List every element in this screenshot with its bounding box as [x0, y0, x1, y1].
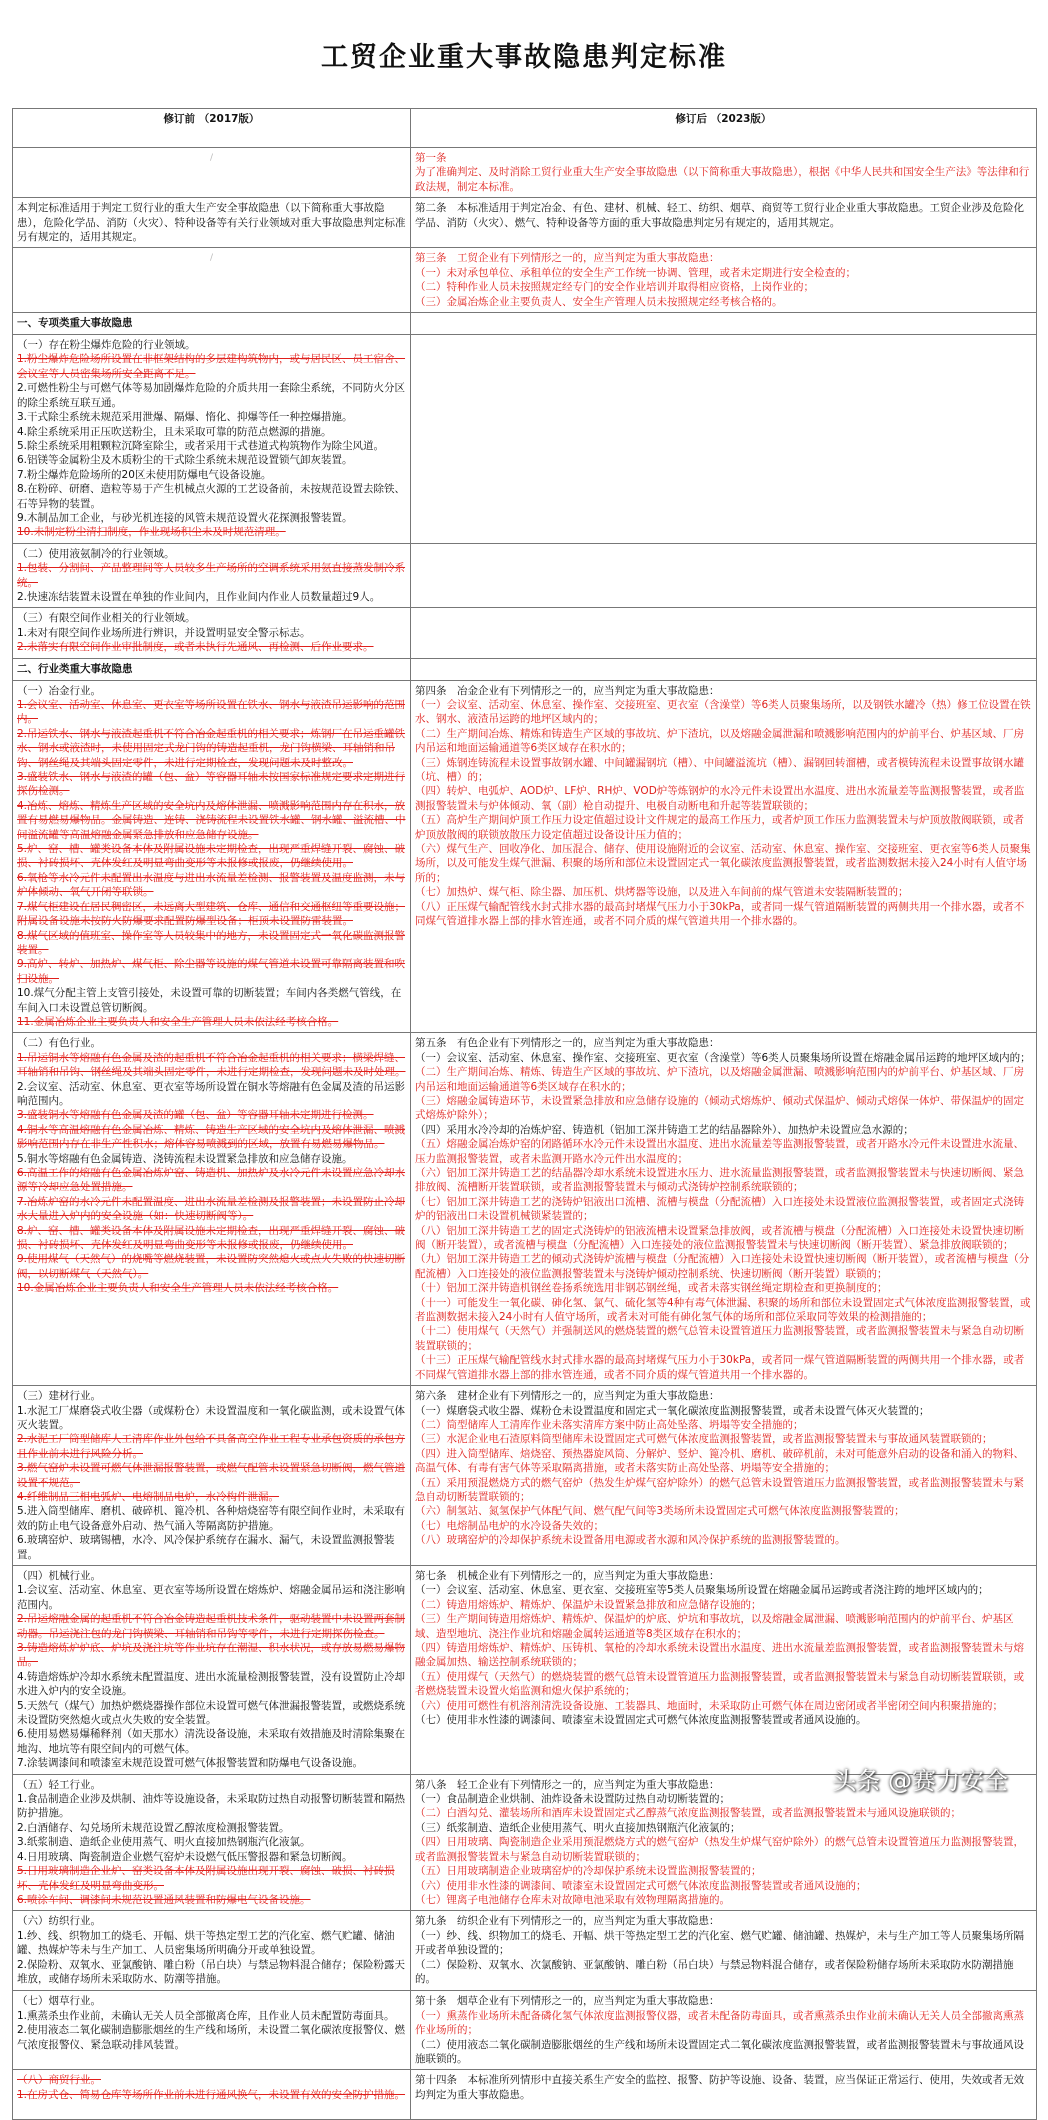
table-row — [13, 1991, 1037, 2070]
clause-line: （六）使用非水性漆的调漆间、喷漆室未设置固定式可燃气体浓度监测报警装置或者通风设施的； — [415, 1879, 867, 1892]
clause-line: 第一条 — [415, 152, 447, 164]
clause-line: 2.保险粉、双氧水、亚氯酸钠、雕白粉（吊白块）与禁忌物料混合储存；保险粉露天堆放，或储存场所未采取防水、防潮等措施。 — [17, 1958, 406, 1985]
table-row — [13, 1033, 1037, 1386]
clause-line: （一）会议室、活动室、休息室、更衣室、交接班室等5类人员聚集场所设置在熔融金属吊运跨或者浇注跨的地坪区域内的； — [415, 1584, 989, 1597]
clause-line: 6.氧枪等水冷元件未配置出水温度与进出水流量差检测、报警装置及温度监测，未与炉体倾动、氧气开闭等联锁。 — [17, 871, 406, 899]
section-heading: 一、专项类重大事故隐患 — [17, 317, 133, 330]
clause-line: 9.木制品加工企业，与砂光机连接的风管未规范设置火花探测报警装置。 — [17, 511, 353, 524]
clause-line: （二）铸造用熔炼炉、精炼炉、保温炉未设置紧急排放和应急储存设施的； — [415, 1598, 762, 1611]
table-row — [13, 2070, 1037, 2120]
clause-line: （三）有限空间作业相关的行业领域。 — [17, 612, 196, 625]
clause-line: 5.除尘系统采用粗颗粒沉降室除尘，或者采用干式巷道式构筑物作为除尘风道。 — [17, 439, 385, 452]
cell-before — [13, 658, 411, 680]
clause-line: （五）日用玻璃制造企业玻璃窑炉的冷却保护系统未设置监测报警装置的； — [415, 1865, 762, 1878]
clause-line: 11.金属冶炼企业主要负责人和安全生产管理人员未依法经考核合格。 — [17, 1015, 339, 1028]
watermark: 头条 @赛力安全 — [832, 1767, 1008, 1795]
cell-before — [13, 608, 411, 658]
cell-after — [411, 1911, 1037, 1991]
clause-line: （二）白酒勾兑、灌装场所和酒库未设置固定式乙醇蒸气浓度监测报警装置，或者监测报警装置未与通风设施联锁的； — [415, 1807, 961, 1820]
clause-line: （二）有色行业。 — [17, 1037, 101, 1050]
clause-line: （八）铝加工深井铸造工艺的固定式浇铸炉的铝液流槽未设置紧急排放阀，或者流槽与模盘（分配流槽）入口连接处未设置快速切断阀（断开装置），或者流槽与模盘（分配流槽）入口连接处的液位监测报警装置未与快速切断阀（断开装置）、紧急排放阀联锁的； — [415, 1224, 1024, 1252]
clause-line: （三）金属冶炼企业主要负责人、安全生产管理人员未按照规定经考核合格的。 — [415, 295, 783, 308]
clause-line: （六）使用可燃性有机溶剂清洗设备设施、工装器具、地面时，未采取防止可燃气体在周边密闭或者半密闭空间内积聚措施的； — [415, 1699, 1003, 1712]
clause-line: （四）进入筒型储库、焙烧窑、预热器旋风筒、分解炉、竖炉、篦冷机、磨机、破碎机前，未对可能意外启动的设备和涌入的物料、高温气体、有毒有害气体等采取隔离措施，或者未落实防止高处坠落、坍塌等安全措施的； — [415, 1447, 1024, 1475]
clause-line: 第七条 机械企业有下列情形之一的，应当判定为重大事故隐患： — [415, 1569, 720, 1582]
cell-before — [13, 248, 411, 313]
table-row — [13, 313, 1037, 335]
clause-line: 2.未落实有限空间作业审批制度，或者未执行先通风、再检测、后作业要求。 — [17, 641, 374, 654]
clause-line: 8.炉、窑、槽、罐类设备本体及附属设施未定期检查，出现严重焊缝开裂、腐蚀、破损、衬砖损坏、壳体发红及明显弯曲变形等未报修或报废，仍继续使用。 — [17, 1224, 406, 1252]
clause-line: 7.涂装调漆间和喷漆室未规范设置可燃气体报警装置和防爆电气设备设施。 — [17, 1757, 364, 1770]
clause-line: （十三）正压煤气输配管线水封式排水器的最高封堵煤气压力小于30kPa，或者同一煤气管道隔断装置的两侧共用一个排水器，或者不同煤气管道排水器上部的排水管连通，或者不同介质的煤气管道共用一个排水器的。 — [415, 1354, 1025, 1381]
cell-before — [13, 1386, 411, 1566]
clause-line: 2.吊运熔融金属的起重机不符合冶金铸造起重机技术条件，驱动装置中未设置两套制动器。吊运浇注包的龙门钩横梁、耳轴销和吊钩等零件，未进行定期探伤检查。 — [17, 1613, 406, 1640]
clause-line: 1.食品制造企业涉及烘制、油炸等设施设备，未采取防过热自动报警切断装置和隔热防护措施。 — [17, 1793, 406, 1820]
clause-line: （五）高炉生产期间炉顶工作压力设定值超过设计文件规定的最高工作压力，或者炉顶工作压力监测装置未与炉顶放散阀联锁，或者炉顶放散阀的联锁放散压力设定值超过设备设计压力值的； — [415, 814, 1024, 841]
clause-line: （六）纺织行业。 — [17, 1915, 101, 1928]
clause-line: 3.盛装铁水、钢水与液渣的罐（包、盆）等容器耳轴未按国家标准规定要求定期进行探伤检测。 — [17, 771, 406, 798]
table-row — [13, 658, 1037, 680]
clause-line: 3.铸造熔炼炉炉底、炉坑及浇注坑等作业坑存在潮湿、积水状况，或存放易燃易爆物品。 — [17, 1642, 406, 1669]
clause-line: 4.铸造熔炼炉冷却水系统未配置温度、进出水流量检测报警装置，没有设置防止冷却水进入炉内的安全设施。 — [17, 1670, 406, 1698]
clause-line: （一）煤磨袋式收尘器、煤粉仓未设置温度和固定式一氧化碳浓度监测报警装置，或者未设置气体灭火装置的； — [415, 1404, 930, 1417]
clause-line: （七）铝加工深井铸造工艺的浇铸炉铝液出口流槽、流槽与模盘（分配流槽）入口连接处未设置液位监测报警装置，或者固定式浇铸炉的铝液出口未设置机械锁紧装置的； — [415, 1195, 1024, 1223]
clause-line: 2.会议室、活动室、休息室、更衣室等场所设置在铜水等熔融有色金属及渣的吊运影响范围内。 — [17, 1080, 406, 1107]
clause-line: 4.铜水等高温熔融有色金属冶炼、精炼、铸造生产区域的安全坑内及熔体泄漏、喷溅影响范围内存在非生产性积水；熔体容易喷溅到的区域，放置有易燃易爆物品。 — [17, 1123, 406, 1151]
clause-line: （二）筒型储库人工清库作业未落实清库方案中防止高处坠落、坍塌等安全措施的； — [415, 1418, 804, 1431]
clause-line: 7.冶炼炉窑的水冷元件未配置温度、进出水流量差检测及报警装置；未设置防止冷却水大量进入炉内的安全设施（如：快速切断阀等）。 — [17, 1195, 406, 1223]
cell-before — [13, 680, 411, 1033]
cell-after — [411, 543, 1037, 608]
clause-line: 1.会议室、活动室、休息室、更衣室等场所设置在铁水、钢水与液渣吊运影响的范围内。 — [17, 699, 406, 726]
clause-line: （四）采用水冷冷却的冶炼炉窑、铸造机（铝加工深井铸造工艺的结晶器除外）、加热炉未设置应急水源的； — [415, 1123, 914, 1136]
clause-line: （五）使用煤气（天然气）的燃烧装置的燃气总管未设置管道压力监测报警装置，或者监测报警装置未与紧急自动切断装置联锁，或者燃烧装置未设置火焰监测和熄火保护系统的； — [415, 1670, 1024, 1698]
cell-before — [13, 335, 411, 544]
clause-line: 10.煤气分配主管上支管引接处，未设置可靠的切断装置；车间内各类燃气管线，在车间入口未设置总管切断阀。 — [17, 987, 402, 1014]
cell-before — [13, 1565, 411, 1774]
clause-line: （三）炼钢连铸流程未设置事故钢水罐、中间罐漏钢坑（槽）、中间罐溢流坑（槽）、漏钢回转溜槽，或者模铸流程未设置事故钢水罐（坑、槽）的； — [415, 756, 1024, 784]
clause-line: 第四条 冶金企业有下列情形之一的，应当判定为重大事故隐患： — [415, 684, 720, 697]
clause-line: （四）机械行业。 — [17, 1569, 101, 1582]
section-heading: 二、行业类重大事故隐患 — [17, 662, 133, 675]
cell-before — [13, 1774, 411, 1911]
cell-after — [411, 248, 1037, 313]
clause-line: 1.吊运铜水等熔融有色金属及渣的起重机不符合冶金起重机的相关要求；横梁焊缝、耳轴销和吊钩、钢丝绳及其端头固定零件，未进行定期检查，发现问题未及时处理。 — [17, 1051, 406, 1079]
clause-line: （一）冶金行业。 — [17, 684, 101, 697]
clause-line: （八）玻璃窑炉的冷却保护系统未设置备用电源或者水源和风冷保护系统的监测报警装置的。 — [415, 1534, 846, 1547]
clause-line: 3.盛装铜水等熔融有色金属及渣的罐（包、盆）等容器耳轴未定期进行检测。 — [17, 1109, 374, 1122]
clause-line: （四）转炉、电弧炉、AOD炉、LF炉、RH炉、VOD炉等炼钢炉的水冷元件未设置出水温度、进出水流量差等监测报警装置，或者监测报警装置未与炉体倾动、氧（副）枪自动提升、电极自动断电和升起等装置联锁的； — [415, 785, 1025, 812]
clause-line: 5.进入筒型储库、磨机、破碎机、篦冷机、各种焙烧窑等有限空间作业时，未采取有效的防止电气设备意外启动、热气涌入等隔离防护措施。 — [17, 1505, 406, 1532]
comparison-table — [12, 108, 1037, 2120]
clause-line: 第十条 烟草企业有下列情形之一的，应当判定为重大事故隐患： — [415, 1995, 720, 2008]
cell-after — [411, 148, 1037, 198]
cell-after — [411, 2070, 1037, 2120]
clause-line: （二）特种作业人员未按照规定经专门的安全作业培训并取得相应资格，上岗作业的； — [415, 281, 814, 294]
clause-line: （七）锂离子电池储存仓库未对故障电池采取有效物理隔离措施的。 — [415, 1893, 730, 1906]
clause-line: （四）铸造用熔炼炉、精炼炉、压铸机、氧枪的冷却水系统未设置出水温度、进出水流量差监测报警装置，或者监测报警装置未与熔融金属加热、输送控制系统联锁的； — [415, 1642, 1024, 1669]
cell-after — [411, 1033, 1037, 1386]
clause-line: （一）熏蒸作业场所未配备磷化氢气体浓度监测报警仪器，或者未配备防毒面具，或者熏蒸杀虫作业前未确认无关人员全部撤离熏蒸作业场所的； — [415, 2009, 1024, 2037]
table-row — [13, 1911, 1037, 1991]
table-row — [13, 543, 1037, 608]
cell-before — [13, 1911, 411, 1991]
clause-line: 第二条 本标准适用于判定冶金、有色、建材、机械、轻工、纺织、烟草、商贸等工贸行业企业重大事故隐患。工贸企业涉及危险化学品、消防（火灾）、燃气、特种设备等方面的重大事故隐患判定另有规定的，适用其规定。 — [415, 202, 1024, 229]
clause-line: 9.使用煤气（天然气）的烧嘴等燃烧装置，未设置防突然熄火或点火失败的快速切断阀，以切断煤气（天然气）。 — [17, 1253, 406, 1280]
clause-line: 3.纸浆制造、造纸企业使用蒸气、明火直接加热钢瓶汽化液氯。 — [17, 1836, 311, 1849]
clause-line: 1.未对有限空间作业场所进行辨识，并设置明显安全警示标志。 — [17, 626, 311, 639]
cell-before — [13, 198, 411, 248]
table-row — [13, 608, 1037, 658]
clause-line: （二）生产期间冶炼、精炼、铸造生产区域的事故坑、炉下渣坑，以及熔融金属泄漏、喷溅影响范围内的炉前平台、炉基区域、厂房内吊运和地面运输通道等6类区域存在积水的； — [415, 1066, 1024, 1093]
table-row — [13, 248, 1037, 313]
table-row — [13, 680, 1037, 1033]
clause-line: （二）使用液氨制冷的行业领域。 — [17, 547, 175, 560]
cell-after — [411, 313, 1037, 335]
clause-line: 5.炉、窑、槽、罐类设备本体及附属设施未定期检查，出现严重焊缝开裂、腐蚀、破损、衬砖损坏、壳体发红及明显弯曲变形等未报修或报废，仍继续使用。 — [17, 843, 406, 870]
clause-line: 4.日用玻璃、陶瓷制造企业燃气窑炉未设燃气低压警报器和紧急切断阀。 — [17, 1850, 353, 1863]
clause-line: 10.金属冶炼企业主要负责人和安全生产管理人员未依法经考核合格。 — [17, 1282, 339, 1295]
clause-line: （九）铝加工深井铸造工艺的倾动式浇铸炉流槽与模盘（分配流槽）入口连接处未设置快速切断阀（断开装置），或者流槽与模盘（分配流槽）入口连接处的液位监测报警装置未与浇铸炉倾动控制系统、快速切断阀（断开装置）联锁的； — [415, 1253, 1030, 1280]
clause-line: （十）铝加工深井铸造机钢丝卷扬系统选用非钢芯钢丝绳，或者未落实钢丝绳定期检查和更换制度的； — [415, 1282, 888, 1295]
clause-line: 7.粉尘爆炸危险场所的20区未使用防爆电气设备设施。 — [17, 468, 272, 481]
clause-line: （一）食品制造企业烘制、油炸设备未设置防过热自动切断装置的； — [415, 1793, 730, 1806]
cell-before — [13, 2070, 411, 2120]
cell-after — [411, 680, 1037, 1033]
clause-line: 5.日用玻璃制造企业炉、窑类设备本体及附属设施出现开裂、腐蚀、破损、衬砖损坏、壳体发红及明显弯曲变形。 — [17, 1865, 395, 1892]
clause-line: （三）建材行业。 — [17, 1390, 101, 1403]
clause-line: 1.会议室、活动室、休息室、更衣室等场所设置在熔炼炉、熔融金属吊运和浇注影响范围内。 — [17, 1584, 406, 1611]
clause-line: （七）使用非水性漆的调漆间、喷漆室未设置固定式可燃气体浓度监测报警装置或者通风设施的。 — [415, 1714, 867, 1727]
clause-line: 4.纤维制品三相电弧炉、电熔制品电炉，水冷构件泄漏。 — [17, 1490, 280, 1503]
clause-line: （八）正压煤气输配管线水封式排水器的最高封堵煤气压力小于30kPa，或者同一煤气管道隔断装置的两侧共用一个排水器，或者不同煤气管道排水器上部的排水管连通，或者不同介质的煤气管道共用一个排水器的。 — [415, 900, 1025, 928]
column-header-before: 修订前 （2017版） — [13, 109, 411, 148]
cell-after — [411, 335, 1037, 544]
clause-line: 1.熏蒸杀虫作业前，未确认无关人员全部撤离仓库，且作业人员未配置防毒面具。 — [17, 2009, 395, 2022]
clause-line: 4.除尘系统采用正压吹送粉尘，且未采取可靠的防范点燃源的措施。 — [17, 425, 332, 438]
clause-line: （七）电熔制品电炉的水冷设备失效的； — [415, 1519, 604, 1532]
clause-line: （六）制氢站、氮氢保护气体配气间、燃气配气间等3类场所未设置固定式可燃气体浓度监测报警装置的； — [415, 1505, 905, 1518]
clause-line: 2.快速冻结装置未设置在单独的作业间内，且作业间内作业人员数量超过9人。 — [17, 590, 381, 603]
cell-after — [411, 1565, 1037, 1774]
clause-line: （五）轻工行业。 — [17, 1778, 101, 1791]
clause-line: 2.白酒储存、勾兑场所未规范设置乙醇浓度检测报警装置。 — [17, 1821, 290, 1834]
table-row — [13, 1386, 1037, 1566]
clause-line: 6.高温工作的熔融有色金属冶炼炉窑、铸造机、加热炉及水冷元件未设置应急冷却水源等冷却应急处置措施。 — [17, 1167, 406, 1194]
clause-line: 第五条 有色企业有下列情形之一的，应当判定为重大事故隐患： — [415, 1037, 720, 1050]
table-row — [13, 148, 1037, 198]
clause-line: 第九条 纺织企业有下列情形之一的，应当判定为重大事故隐患： — [415, 1915, 720, 1928]
clause-line: （二）生产期间冶炼、精炼和铸造生产区域的事故坑、炉下渣坑，以及熔融金属泄漏和喷溅影响范围内的炉前平台、炉基区域、厂房内吊运和地面运输通道等6类区域存在积水的； — [415, 727, 1024, 755]
clause-line: 7.煤气柜建设在居民稠密区，未远离大型建筑、仓库、通信和交通枢纽等重要设施；附属设备设施未按防火防爆要求配置防爆型设备；柜顶未设置防雷装置。 — [17, 900, 406, 928]
clause-line: 5.天然气（煤气）加热炉燃烧器操作部位未设置可燃气体泄漏报警装置，或燃烧系统未设置防突然熄火或点火失败的安全装置。 — [17, 1699, 406, 1727]
cell-after — [411, 608, 1037, 658]
clause-line: （七）加热炉、煤气柜、除尘器、加压机、烘烤器等设施，以及进入车间前的煤气管道未安装隔断装置的； — [415, 886, 909, 899]
clause-line: （三）熔融金属铸造环节，未设置紧急排放和应急储存设施的（倾动式熔炼炉、倾动式保温炉、倾动式熔保一体炉、带保温炉的固定式熔炼炉除外）； — [415, 1094, 1024, 1122]
clause-line: 10.未制定粉尘清扫制度，作业现场积尘未及时规范清理。 — [17, 526, 286, 539]
clause-line: 6.喷涂车间、调漆间未规范设置通风装置和防爆电气设备设施。 — [17, 1893, 311, 1906]
cell-after — [411, 658, 1037, 680]
clause-line: 为了准确判定、及时消除工贸行业重大生产安全事故隐患（以下简称重大事故隐患），根据《中华人民共和国安全生产法》等法律和行政法规，制定本标准。 — [415, 166, 1030, 193]
clause-line: （一）会议室、活动室、休息室、操作室、交接班室、更衣室（含澡堂）等6类人员聚集场所设置在熔融金属吊运跨的地坪区域内的； — [415, 1051, 1031, 1064]
clause-line: （二）使用液态二氧化碳制造膨胀烟丝的生产线和场所未设置固定式二氧化碳浓度监测报警装置，或者监测报警装置未与事故通风设施联锁的。 — [415, 2038, 1024, 2065]
clause-line: 第三条 工贸企业有下列情形之一的，应当判定为重大事故隐患： — [415, 252, 720, 265]
clause-line: 第十四条 本标准所列情形中直接关系生产安全的监控、报警、防护等设施、设备、装置，应当保证正常运行、使用，失效或者无效均判定为重大事故隐患。 — [415, 2074, 1024, 2101]
table-header-row — [13, 109, 1037, 148]
clause-line: 1.粉尘爆炸危险场所设置在非框架结构的多层建构筑物内，或与居民区、员工宿舍、会议室等人员密集场所安全距离不足。 — [17, 353, 406, 380]
clause-line: 1.水泥工厂煤磨袋式收尘器（或煤粉仓）未设置温度和一氧化碳监测，或未设置气体灭火装置。 — [17, 1404, 406, 1431]
clause-line: 2.吊运铁水、钢水与液渣起重机不符合冶金起重机的相关要求；炼钢厂在吊运重罐铁水、钢水或液渣时，未使用固定式龙门钩的铸造起重机，龙门钩横梁、耳轴销和吊钩、钢丝绳及其端头固定零件，未进行定期检查，发现问题未及时整改。 — [17, 727, 406, 769]
cell-before — [13, 313, 411, 335]
clause-line: 本判定标准适用于判定工贸行业的重大生产安全事故隐患（以下简称重大事故隐患），危险化学品、消防（火灾）、特种设备等有关行业领域对重大事故隐患判定标准另有规定的，适用其规定。 — [17, 202, 406, 244]
clause-line: （一）存在粉尘爆炸危险的行业领域。 — [17, 339, 196, 352]
clause-line: （三）水泥企业电石渣原料筒型储库未设置固定式可燃气体浓度监测报警装置，或者监测报警装置未与事故通风装置联锁的； — [415, 1433, 993, 1446]
cell-before — [13, 148, 411, 198]
table-row — [13, 1565, 1037, 1774]
cell-after — [411, 1991, 1037, 2070]
cell-before — [13, 1991, 411, 2070]
clause-line: 1.包装、分割间、产品整理间等人员较多生产场所的空调系统采用氨直接蒸发制冷系统。 — [17, 562, 406, 589]
table-row — [13, 198, 1037, 248]
clause-line: 第八条 轻工企业有下列情形之一的，应当判定为重大事故隐患： — [415, 1778, 720, 1791]
clause-line: （一）纱、线、织物加工的烧毛、开幅、烘干等热定型工艺的汽化室、燃气贮罐、储油罐、热媒炉，未与生产加工等人员聚集场所隔开或者单独设置的； — [415, 1929, 1024, 1957]
clause-line: （八）商贸行业。 — [17, 2074, 101, 2087]
clause-line: 1.纱、线、织物加工的烧毛、开幅、烘干等热定型工艺的汽化室、燃气贮罐、储油罐、热媒炉等未与生产加工、人员密集场所明确分开或单独设置。 — [17, 1929, 395, 1957]
clause-line: 第六条 建材企业有下列情形之一的，应当判定为重大事故隐患： — [415, 1390, 720, 1403]
cell-before — [13, 543, 411, 608]
clause-line: 9.高炉、转炉、加热炉、煤气柜、除尘器等设施的煤气管道未设置可靠隔离装置和吹扫设施。 — [17, 958, 406, 985]
clause-line: 6.玻璃窑炉、玻璃锡槽，水冷、风冷保护系统存在漏水、漏气，未设置监测报警装置。 — [17, 1534, 395, 1561]
blank-mark: / — [209, 153, 214, 163]
clause-line: （六）铝加工深井铸造工艺的结晶器冷却水系统未设置进水压力、进水流量监测报警装置，或者监测报警装置未与快速切断阀、紧急排放阀、流槽断开装置联锁，或者监测报警装置未与倾动式浇铸炉控制系统联锁的； — [415, 1167, 1024, 1194]
clause-line: （六）煤气生产、回收净化、加压混合、储存、使用设施附近的会议室、活动室、休息室、操作室、交接班室、更衣室等6类人员聚集场所，以及可能发生煤气泄漏、积聚的场所和部位未设置固定式一氧化碳浓度监测报警装置，或者监测数据未接入24小时有人值守场所的； — [415, 843, 1031, 884]
clause-line: 8.煤气区域的值班室、操作室等人员较集中的地方，未设置固定式一氧化碳监测报警装置。 — [17, 929, 406, 956]
clause-line: （七）烟草行业。 — [17, 1995, 101, 2008]
clause-line: （十一）可能发生一氧化碳、砷化氢、氯气、硫化氢等4种有毒气体泄漏、积聚的场所和部位未设置固定式气体浓度监测报警装置，或者监测数据未接入24小时有人值守场所，或者未对可能有砷化氢气体的场所和部位采取同等效果的检测措施的； — [415, 1296, 1031, 1324]
clause-line: 6.铝镁等金属粉尘及木质粉尘的干式除尘系统未规范设置锁气卸灰装置。 — [17, 454, 353, 467]
clause-line: （一）会议室、活动室、休息室、操作室、交接班室、更衣室（含澡堂）等6类人员聚集场所，以及钢铁水罐冷（热）修工位设置在铁水、钢水、液渣吊运跨的地坪区域内的； — [415, 699, 1031, 726]
blank-mark: / — [209, 253, 214, 264]
clause-line: 8.在粉碎、研磨、造粒等易于产生机械点火源的工艺设备前，未按规范设置去除铁、石等异物的装置。 — [17, 483, 406, 510]
clause-line: （二）保险粉、双氧水、次氯酸钠、亚氯酸钠、雕白粉（吊白块）与禁忌物料混合储存，或者保险粉储存场所未采取防水防潮措施的。 — [415, 1958, 1014, 1985]
clause-line: 2.使用液态二氧化碳制造膨胀烟丝的生产线和场所，未设置二氧化碳浓度报警仪、燃气浓度报警仪、紧急联动排风装置。 — [17, 2024, 406, 2051]
clause-line: 3.干式除尘系统未规范采用泄爆、隔爆、惰化、抑爆等任一种控爆措施。 — [17, 411, 353, 424]
clause-line: （十二）使用煤气（天然气）并强制送风的燃烧装置的燃气总管未设置管道压力监测报警装置，或者监测报警装置未与紧急自动切断装置联锁的； — [415, 1325, 1024, 1352]
clause-line: （五）采用预混燃烧方式的燃气窑炉（热发生炉煤气窑炉除外）的燃气总管未设置管道压力监测报警装置，或者监测报警装置未与紧急自动切断装置联锁的； — [415, 1476, 1024, 1503]
clause-line: （三）纸浆制造、造纸企业使用蒸气、明火直接加热钢瓶汽化液氯的； — [415, 1821, 741, 1834]
clause-line: 1.在房式仓、简易仓库等场所作业前未进行通风换气，未设置有效的安全防护措施。 — [17, 2088, 406, 2101]
cell-before — [13, 1033, 411, 1386]
column-header-after: 修订后 （2023版） — [411, 109, 1037, 148]
clause-line: （四）日用玻璃、陶瓷制造企业采用预混燃烧方式的燃气窑炉（热发生炉煤气窑炉除外）的燃气总管未设置管道压力监测报警装置，或者监测报警装置未与紧急自动切断装置联锁的； — [415, 1836, 1024, 1863]
cell-after — [411, 1386, 1037, 1566]
clause-line: （一）未对承包单位、承租单位的安全生产工作统一协调、管理，或者未定期进行安全检查的； — [415, 266, 856, 279]
clause-line: 2.可燃性粉尘与可燃气体等易加剧爆炸危险的介质共用一套除尘系统，不同防火分区的除尘系统互联互通。 — [17, 382, 406, 409]
clause-line: 3.燃气窑炉未设置可燃气体泄漏报警装置，或燃气配管未设置紧急切断阀，燃气管道设置不规范。 — [17, 1462, 406, 1489]
table-row — [13, 335, 1037, 544]
clause-line: 5.铜水等熔融有色金属铸造、浇铸流程未设置紧急排放和应急储存设施。 — [17, 1152, 353, 1165]
cell-after — [411, 198, 1037, 248]
clause-line: （五）熔融金属冶炼炉窑的闭路循环水冷元件未设置出水温度、进出水流量差等监测报警装置，或者开路水冷元件未设置进水流量、压力监测报警装置，或者未监测开路水冷元件出水温度的； — [415, 1138, 1024, 1165]
clause-line: 4.冶炼、熔炼、精炼生产区域的安全坑内及熔体泄漏、喷溅影响范围内存在积水，放置有易燃易爆物品。金属铸造、连铸、浇铸流程未设置铁水罐、钢水罐、溢流槽、中间溢流罐等高温熔融金属紧急排放和应急储存设施。 — [17, 799, 406, 841]
clause-line: 6.使用易燃易爆稀释剂（如天那水）清洗设备设施，未采取有效措施及时清除集聚在地沟、地坑等有限空间内的可燃气体。 — [17, 1728, 406, 1755]
page-title: 工贸企业重大事故隐患判定标准 — [321, 41, 727, 73]
clause-line: 2.水泥工厂筒型储库人工清库作业外包给不具备高空作业工程专业承包资质的承包方且作业前未进行风险分析。 — [17, 1433, 406, 1460]
clause-line: （三）生产期间铸造用熔炼炉、精炼炉、保温炉的炉底、炉坑和事故坑，以及熔融金属泄漏、喷溅影响范围内的炉前平台、炉基区域、造型地坑、浇注作业坑和熔融金属转运通道等8类区域存在积水的； — [415, 1613, 1014, 1640]
